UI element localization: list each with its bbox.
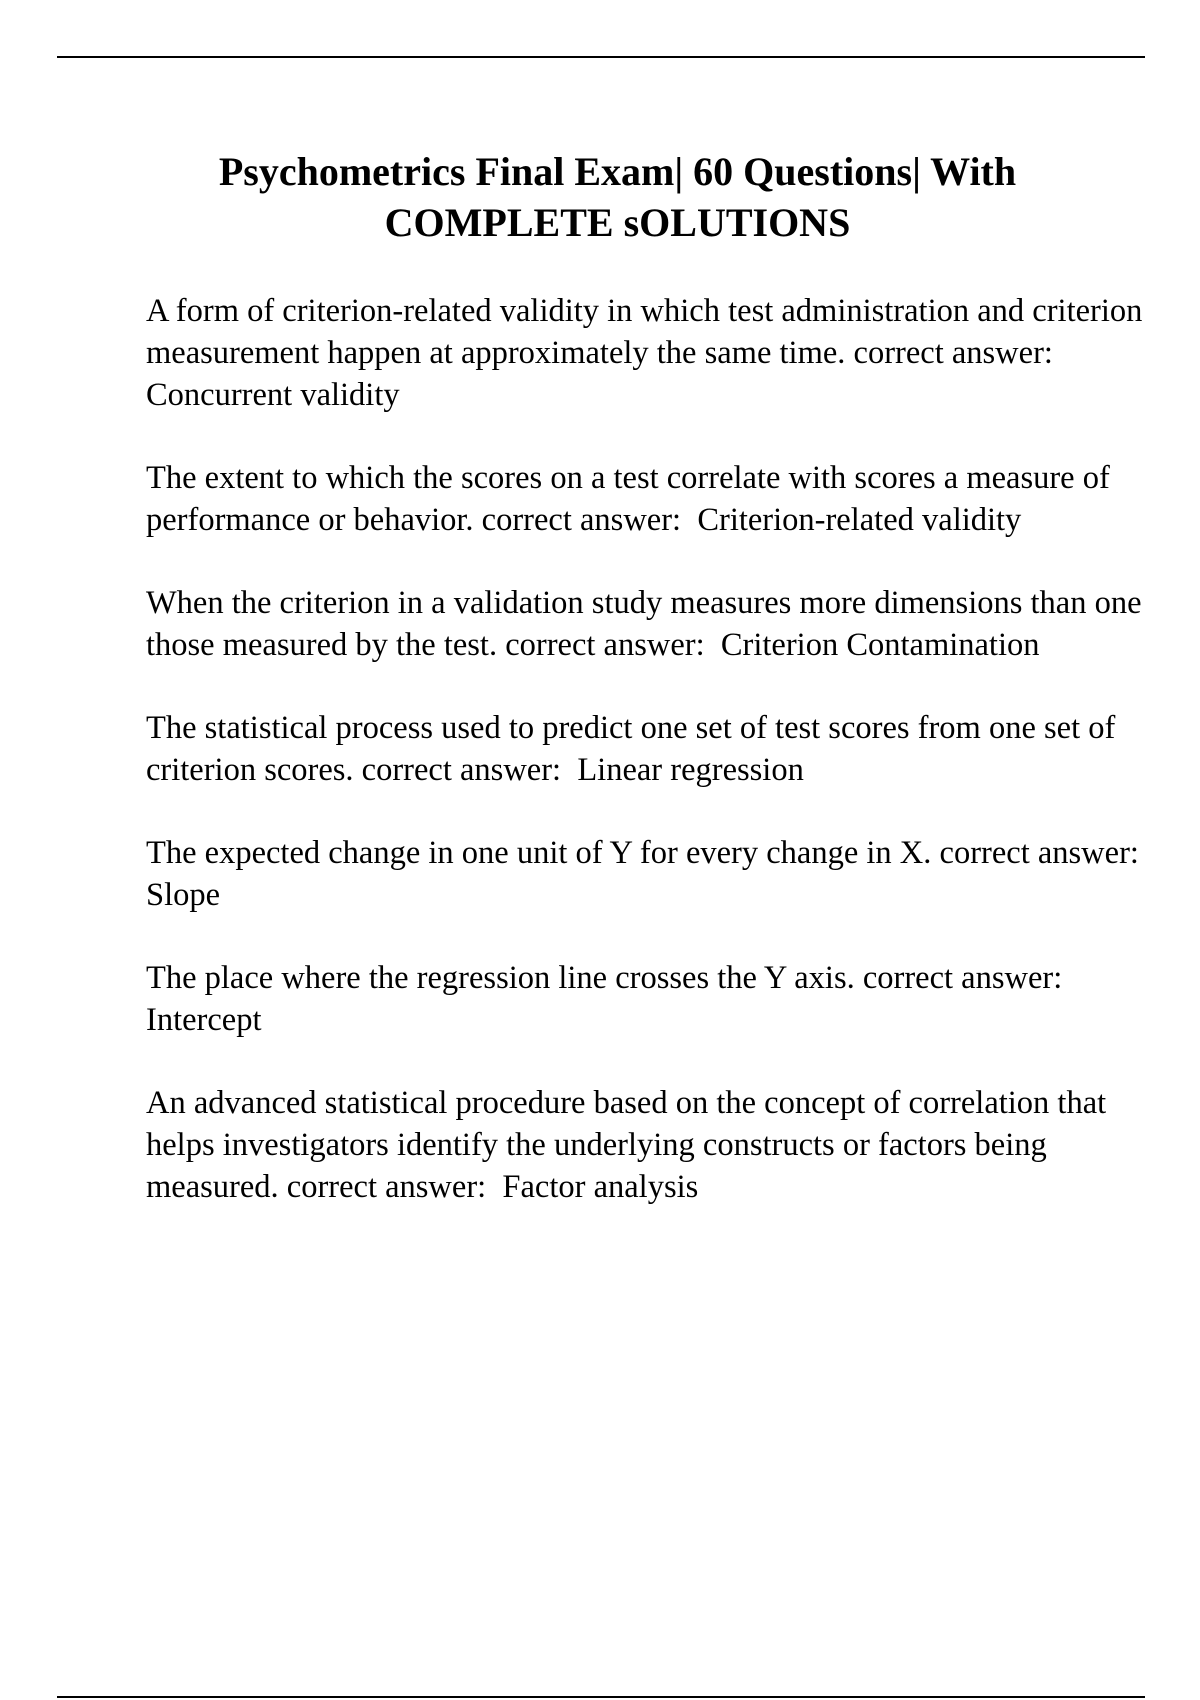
question-entry: A form of criterion-related validity in which test administration and criterion measurement happen at approximately the same time. correct answer: Concurrent validity [146, 293, 1151, 413]
question-entry: The expected change in one unit of Y for every change in X. correct answer: Slope [146, 835, 1156, 913]
question-entry: The place where the regression line crosses the Y axis. correct answer: Intercept [146, 960, 1079, 1038]
question-entry: The statistical process used to predict one set of test scores from one set of criterion scores. correct answer: Linear regression [146, 710, 1124, 788]
footer-rule [57, 1696, 1145, 1698]
question-entry: The extent to which the scores on a test correlate with scores a measure of performance or behavior. correct answer: Criterion-related validity [146, 460, 1118, 538]
question-entry: When the criterion in a validation study measures more dimensions than one those measured by the test. correct answer: Criterion Contamination [146, 585, 1150, 663]
question-list [146, 290, 1156, 1249]
header-rule [57, 56, 1145, 58]
question-entry: An advanced statistical procedure based on the concept of correlation that helps investigators identify the underlying constructs or factors being measured. correct answer: Factor analysis [146, 1085, 1115, 1205]
document-title: Psychometrics Final Exam| 60 Questions| With COMPLETE sOLUTIONS [218, 149, 1017, 245]
